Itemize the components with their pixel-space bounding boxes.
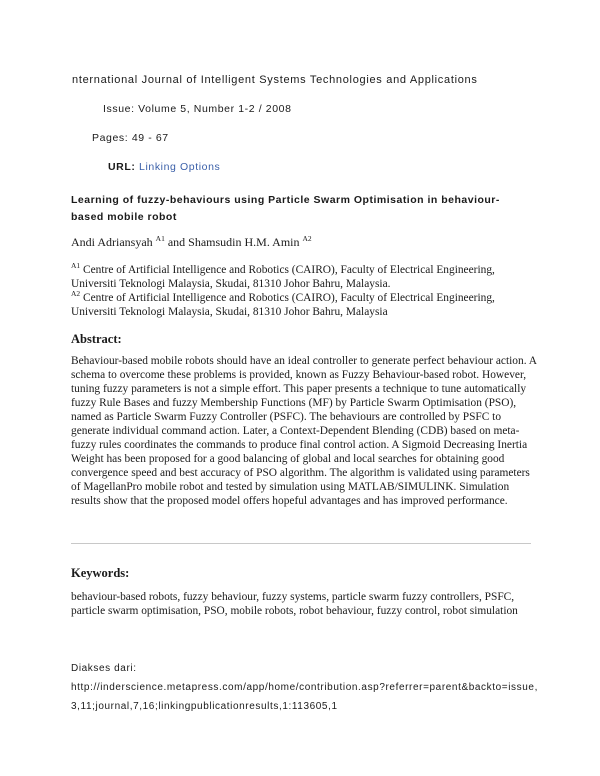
source-label: Diakses dari: [71,663,137,674]
issue-label: Issue: [103,103,135,115]
pages-label: Pages: [92,132,129,144]
author-2-affil-marker: A2 [302,234,312,243]
author-1: Andi Adriansyah [71,235,153,249]
source-block [71,659,541,716]
affiliation-1 [71,263,541,291]
pages-row [92,132,169,144]
url-label: URL: [108,161,136,173]
keywords-heading: Keywords: [71,566,130,580]
authors-and: and [167,235,186,249]
affiliation-2-marker: A2 [71,289,81,299]
linking-options-link[interactable]: Linking Options [139,161,221,173]
affiliations [71,263,541,319]
authors [71,235,312,250]
article-title: Learning of fuzzy-behaviours using Particle Swarm Optimisation in behaviour-based mobile robot [71,194,500,223]
source-url[interactable]: http://inderscience.metapress.com/app/home/contribution.asp?referrer=parent&backto=issue,3,11;journal,7,16;linkingpublicationresults,1:113605,1 [71,682,538,712]
keywords-text: behaviour-based robots, fuzzy behaviour, fuzzy systems, particle swarm fuzzy controllers, PSFC, particle swarm optimisation, PSO, mobile robots, robot behaviour, fuzzy control, robot simulation [71,591,518,617]
pages-value: 49 - 67 [131,132,169,144]
journal-title: nternational Journal of Intelligent Systems Technologies and Applications [72,74,478,86]
affiliation-1-text: Centre of Artificial Intelligence and Robotics (CAIRO), Faculty of Electrical Engineering, Universiti Teknologi Malaysia, Skudai, 81310 Johor Bahru, Malaysia. [71,264,495,290]
abstract-text: Behaviour-based mobile robots should have an ideal controller to generate perfect behaviour action. A schema to overcome these problems is provided, known as Fuzzy Behaviour-based robot. However, tuning fuzzy parameters is not a simple effort. This paper presents a technique to tune automatically fuzzy Rule Bases and fuzzy Membership Functions (MF) by Particle Swarm Optimisation (PSO), named as Particle Swarm Fuzzy Controller (PSFC). The behaviours are controlled by PSFC to generate individual command action. Later, a Context-Dependent Blending (CDB) based on meta-fuzzy rules coordinates the commands to produce final control action. A Sigmoid Decreasing Inertia Weight has been proposed for a good balancing of global and local searches for obtaining good convergence speed and best accuracy of PSO algorithm. The algorithm is validated using parameters of MagellanPro mobile robot and tested by simulation using MATLAB/SIMULINK. Simulation results show that the proposed model offers hopeful advantages and has improved performance. [71,355,537,507]
abstract-heading: Abstract: [71,332,122,346]
affiliation-2 [71,291,541,319]
author-2: Shamsudin H.M. Amin [188,235,300,249]
affiliation-1-marker: A1 [71,261,81,271]
issue-value: Volume 5, Number 1-2 / 2008 [138,103,292,115]
section-divider [71,543,531,544]
url-row [108,161,220,173]
issue-row [103,103,292,115]
affiliation-2-text: Centre of Artificial Intelligence and Robotics (CAIRO), Faculty of Electrical Engineering, Universiti Teknologi Malaysia, Skudai, 81310 Johor Bahru, Malaysia [71,292,495,318]
author-1-affil-marker: A1 [155,234,165,243]
